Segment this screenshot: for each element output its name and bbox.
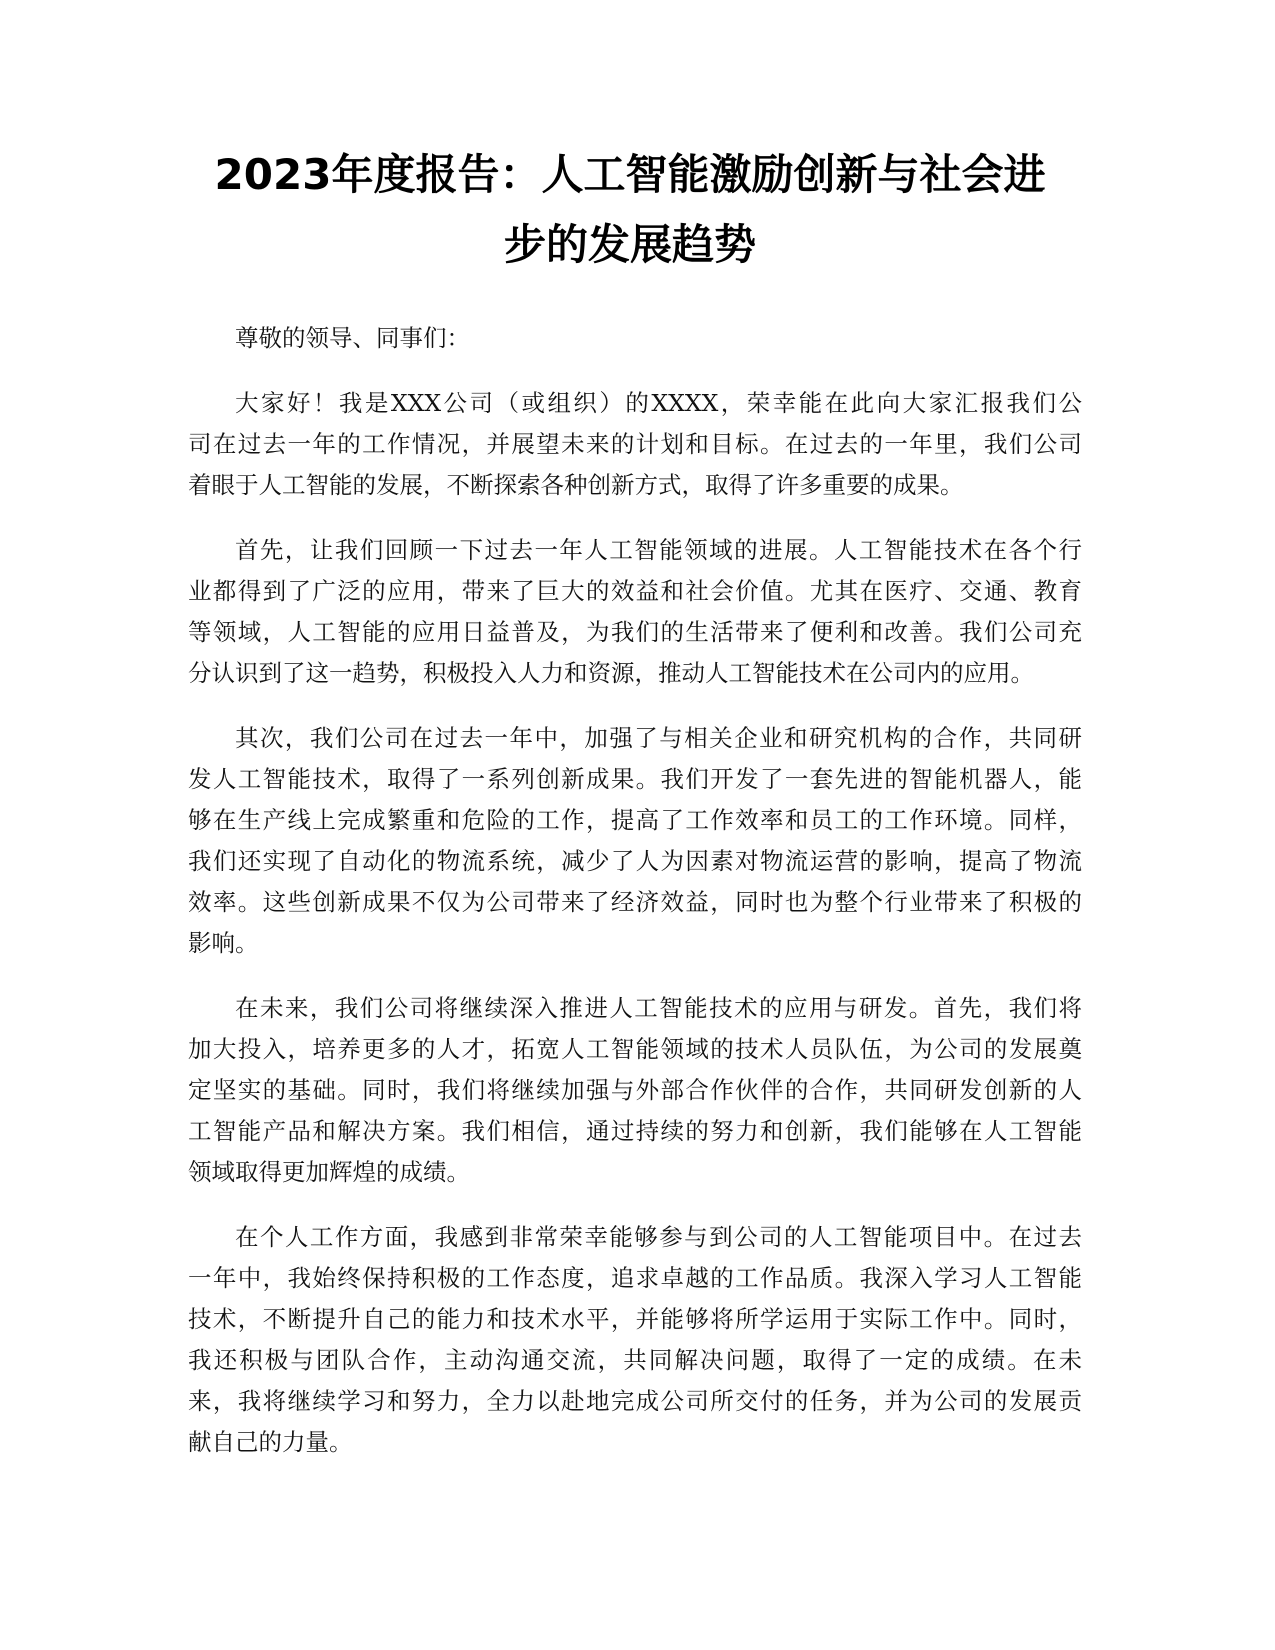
paragraph-line: 首先，让我们回顾一下过去一年人工智能领域的进展。人工智能技术在各个行 [235,536,1082,564]
paragraph [188,718,1082,964]
paragraph [188,383,1082,506]
paragraph-line: 等领域，人工智能的应用日益普及，为我们的生活带来了便利和改善。我们公司充 [188,618,1082,646]
paragraph-line: 我还积极与团队合作，主动沟通交流，共同解决问题，取得了一定的成绩。在未 [188,1346,1082,1374]
paragraph-line: 我们还实现了自动化的物流系统，减少了人为因素对物流运营的影响，提高了物流 [188,847,1082,875]
paragraph-line: 在个人工作方面，我感到非常荣幸能够参与到公司的人工智能项目中。在过去 [235,1223,1082,1251]
document-title [180,140,1080,280]
paragraph [188,530,1082,694]
paragraph-line: 效率。这些创新成果不仅为公司带来了经济效益，同时也为整个行业带来了积极的 [188,888,1082,916]
paragraph-line: 一年中，我始终保持积极的工作态度，追求卓越的工作品质。我深入学习人工智能 [188,1264,1082,1292]
paragraph [188,1217,1082,1463]
paragraph [188,988,1082,1193]
paragraph-line: 司在过去一年的工作情况，并展望未来的计划和目标。在过去的一年里，我们公司 [188,430,1082,458]
paragraph-line: 献自己的力量。 [188,1428,353,1456]
paragraph-line: 领域取得更加辉煌的成绩。 [188,1158,470,1186]
paragraph-line: 影响。 [188,929,259,957]
paragraph-line: 在未来，我们公司将继续深入推进人工智能技术的应用与研发。首先，我们将 [235,994,1082,1022]
paragraph-line: 定坚实的基础。同时，我们将继续加强与外部合作伙伴的合作，共同研发创新的人 [188,1076,1082,1104]
title-line: 2023年度报告：人工智能激励创新与社会进 [214,150,1046,199]
paragraph-line: 来，我将继续学习和努力，全力以赴地完成公司所交付的任务，并为公司的发展贡 [188,1387,1082,1415]
paragraph-line: 够在生产线上完成繁重和危险的工作，提高了工作效率和员工的工作环境。同样， [188,806,1082,834]
paragraph-line: 业都得到了广泛的应用，带来了巨大的效益和社会价值。尤其在医疗、交通、教育 [188,577,1082,605]
paragraph-line: 发人工智能技术，取得了一系列创新成果。我们开发了一套先进的智能机器人，能 [188,765,1082,793]
paragraph-line: 加大投入，培养更多的人才，拓宽人工智能领域的技术人员队伍，为公司的发展奠 [188,1035,1082,1063]
paragraph-line: 技术，不断提升自己的能力和技术水平，并能够将所学运用于实际工作中。同时， [188,1305,1082,1333]
title-line: 步的发展趋势 [503,220,756,269]
paragraph-line: 其次，我们公司在过去一年中，加强了与相关企业和研究机构的合作，共同研 [235,724,1082,752]
paragraph-line: 着眼于人工智能的发展，不断探索各种创新方式，取得了许多重要的成果。 [188,471,964,499]
paragraph-line: 分认识到了这一趋势，积极投入人力和资源，推动人工智能技术在公司内的应用。 [188,659,1034,687]
paragraph-line: 工智能产品和解决方案。我们相信，通过持续的努力和创新，我们能够在人工智能 [188,1117,1082,1145]
paragraph-line: 大家好！我是XXX公司（或组织）的XXXX，荣幸能在此向大家汇报我们公 [235,389,1082,417]
document-body [188,318,1082,1487]
greeting: 尊敬的领导、同事们： [235,324,470,352]
